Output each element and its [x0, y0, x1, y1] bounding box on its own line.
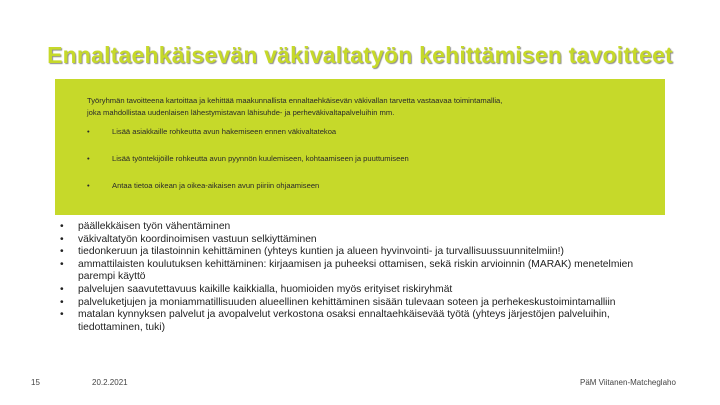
bullet-icon: • — [87, 127, 90, 136]
main-list-item — [58, 221, 658, 234]
main-item-text: palvelujen saavutettavuus kaikille kaikkialla, huomioiden myös erityiset riskiryhmät — [78, 283, 453, 295]
page-number: 15 — [31, 378, 40, 387]
main-item-text: palveluketjujen ja moniammatillisuuden alueellinen kehittäminen sisään tulevaan soteen ja perhekeskustoimintamalliin — [78, 296, 616, 308]
intro-text — [87, 95, 647, 119]
bullet-icon: • — [60, 258, 64, 270]
bullet-icon: • — [60, 221, 64, 232]
footer-author: PäM Viitanen-Matcheglaho — [580, 378, 676, 387]
main-item-text: päällekkäisen työn vähentäminen — [78, 221, 231, 232]
bullet-icon: • — [60, 309, 64, 321]
bullet-icon: • — [60, 296, 64, 308]
box-item-text: Lisää asiakkaille rohkeutta avun hakemiseen ennen väkivaltatekoa — [112, 127, 337, 136]
intro-line-2: joka mahdollistaa uudenlaisen lähestymistavan lähisuhde- ja perheväkivaltapalveluihin mm. — [87, 108, 395, 117]
main-list-item — [58, 309, 658, 334]
bullet-icon: • — [60, 233, 64, 245]
main-item-text: ammattilaisten koulutuksen kehittäminen: kirjaamisen ja puheeksi ottamisen, sekä riskin arvioinnin (MARAK) menetelmien parempi käyttö — [78, 258, 634, 283]
main-list-item — [58, 246, 658, 259]
main-list-item — [58, 259, 658, 284]
footer-date: 20.2.2021 — [92, 378, 128, 387]
intro-line-1: Työryhmän tavoitteena kartoittaa ja kehittää maakunnallista ennaltaehkäisevän väkivallan tarvetta vastaavaa toimintamallia, — [87, 96, 503, 105]
main-item-text: matalan kynnyksen palvelut ja avopalvelut verkostona osaksi ennaltaehkäisevää työtä (yhteys järjestöjen palveluihin, tiedottaminen, tuki) — [78, 309, 610, 333]
main-list-item — [58, 234, 658, 247]
bullet-icon: • — [87, 181, 90, 190]
main-list-item — [58, 297, 658, 310]
main-item-text: tiedonkeruun ja tilastoinnin kehittäminen (yhteys kuntien ja alueen hyvinvointi- ja turvallisuussuunnitelmiin!) — [78, 246, 564, 258]
box-item-text: Lisää työntekijöille rohkeutta avun pyynnön kuulemiseen, kohtaamiseen ja puuttumiseen — [112, 154, 409, 163]
main-item-text: väkivaltatyön koordinoimisen vastuun selkiyttäminen — [78, 233, 317, 245]
bullet-icon: • — [60, 246, 64, 258]
bullet-icon: • — [60, 283, 64, 295]
box-list-item — [87, 127, 647, 137]
box-item-text: Antaa tietoa oikean ja oikea-aikaisen avun piiriin ohjaamiseen — [112, 181, 320, 190]
bullet-icon: • — [87, 154, 90, 163]
box-bullet-list — [87, 127, 647, 208]
main-list-item — [58, 284, 658, 297]
slide-title: Ennaltaehkäisevän väkivaltatyön kehittämisen tavoitteet — [47, 42, 673, 68]
box-list-item — [87, 154, 647, 164]
box-list-item — [87, 181, 647, 191]
main-bullet-list — [58, 221, 658, 334]
